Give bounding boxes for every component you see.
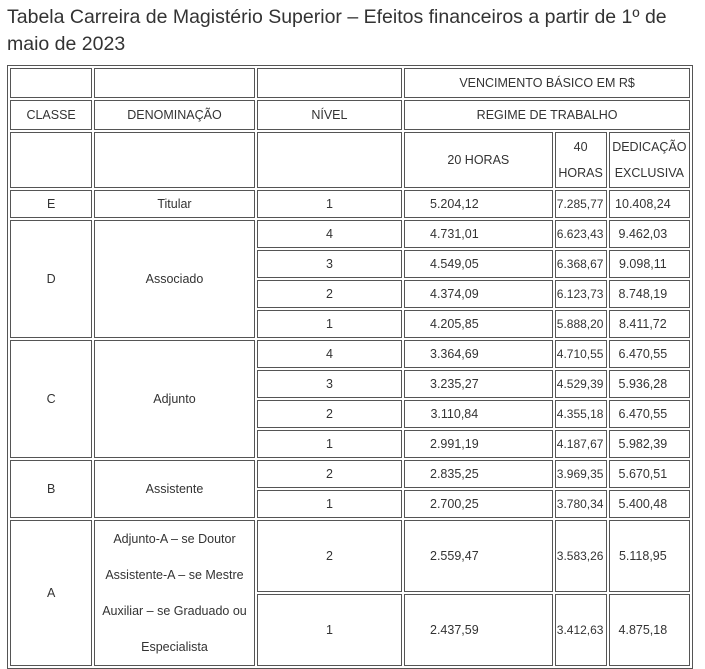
denominacao-cell: Titular xyxy=(94,190,254,218)
value-20h: 2.991,19 xyxy=(404,430,552,458)
classe-cell: D xyxy=(10,220,92,338)
value-de: 5.400,48 xyxy=(609,490,690,518)
header-20-horas: 20 HORAS xyxy=(404,132,552,188)
denominacao-line: Auxiliar – se Graduado ou xyxy=(102,604,247,618)
value-40h: 3.412,63 xyxy=(555,594,607,666)
value-de: 5.670,51 xyxy=(609,460,690,488)
value-20h: 2.559,47 xyxy=(404,520,552,592)
value-40h: 3.583,26 xyxy=(555,520,607,592)
denominacao-line: Assistente-A – se Mestre xyxy=(105,568,244,582)
value-40h: 6.623,43 xyxy=(555,220,607,248)
header-classe: CLASSE xyxy=(10,100,92,130)
value-40h: 6.368,67 xyxy=(555,250,607,278)
classe-cell: C xyxy=(10,340,92,458)
header-dedicacao-line1: DEDICAÇÃO xyxy=(612,140,687,154)
value-20h: 4.205,85 xyxy=(404,310,552,338)
empty-header-cell xyxy=(94,68,254,98)
value-de: 6.470,55 xyxy=(609,340,690,368)
salary-table xyxy=(7,65,693,669)
value-de: 9.462,03 xyxy=(609,220,690,248)
value-20h: 2.700,25 xyxy=(404,490,552,518)
value-20h: 5.204,12 xyxy=(404,190,552,218)
table-row xyxy=(10,460,690,488)
empty-header-cell xyxy=(257,68,402,98)
header-regime: REGIME DE TRABALHO xyxy=(404,100,690,130)
header-40-horas-line2: HORAS xyxy=(558,166,603,180)
header-dedicacao-exclusiva xyxy=(609,132,690,188)
nivel-cell: 2 xyxy=(257,400,402,428)
value-40h: 6.123,73 xyxy=(555,280,607,308)
table-row xyxy=(10,520,690,592)
page-title: Tabela Carreira de Magistério Superior – Efeitos financeiros a partir de 1º de maio de 2023 xyxy=(7,6,667,55)
header-40-horas xyxy=(555,132,607,188)
value-20h: 3.110,84 xyxy=(404,400,552,428)
nivel-cell: 2 xyxy=(257,460,402,488)
value-de: 9.098,11 xyxy=(609,250,690,278)
classe-cell: E xyxy=(10,190,92,218)
nivel-cell: 1 xyxy=(257,490,402,518)
value-20h: 2.437,59 xyxy=(404,594,552,666)
nivel-cell: 2 xyxy=(257,280,402,308)
header-40-horas-line1: 40 xyxy=(573,140,588,154)
value-de: 4.875,18 xyxy=(609,594,690,666)
value-40h: 7.285,77 xyxy=(555,190,607,218)
denominacao-cell: Associado xyxy=(94,220,254,338)
denominacao-cell xyxy=(94,520,254,666)
value-40h: 5.888,20 xyxy=(555,310,607,338)
header-denominacao: DENOMINAÇÃO xyxy=(94,100,254,130)
table-row xyxy=(10,340,690,368)
value-de: 10.408,24 xyxy=(609,190,690,218)
empty-header-cell xyxy=(10,132,92,188)
nivel-cell: 4 xyxy=(257,220,402,248)
value-20h: 3.364,69 xyxy=(404,340,552,368)
value-40h: 4.355,18 xyxy=(555,400,607,428)
nivel-cell: 2 xyxy=(257,520,402,592)
value-40h: 4.710,55 xyxy=(555,340,607,368)
value-40h: 3.780,34 xyxy=(555,490,607,518)
value-40h: 3.969,35 xyxy=(555,460,607,488)
value-20h: 3.235,27 xyxy=(404,370,552,398)
nivel-cell: 1 xyxy=(257,310,402,338)
empty-header-cell xyxy=(10,68,92,98)
header-row-2 xyxy=(10,100,690,130)
empty-header-cell xyxy=(257,132,402,188)
value-20h: 4.549,05 xyxy=(404,250,552,278)
table-row xyxy=(10,220,690,248)
value-de: 5.936,28 xyxy=(609,370,690,398)
denominacao-line: Adjunto-A – se Doutor xyxy=(113,532,236,546)
classe-cell: A xyxy=(10,520,92,666)
denominacao-line: Especialista xyxy=(141,640,208,654)
value-40h: 4.529,39 xyxy=(555,370,607,398)
denominacao-cell: Assistente xyxy=(94,460,254,518)
header-row-1 xyxy=(10,68,690,98)
nivel-cell: 3 xyxy=(257,250,402,278)
nivel-cell: 1 xyxy=(257,594,402,666)
header-nivel: NÍVEL xyxy=(257,100,402,130)
value-20h: 4.731,01 xyxy=(404,220,552,248)
value-20h: 2.835,25 xyxy=(404,460,552,488)
value-40h: 4.187,67 xyxy=(555,430,607,458)
value-20h: 4.374,09 xyxy=(404,280,552,308)
empty-header-cell xyxy=(94,132,254,188)
nivel-cell: 4 xyxy=(257,340,402,368)
value-de: 6.470,55 xyxy=(609,400,690,428)
nivel-cell: 3 xyxy=(257,370,402,398)
denominacao-cell: Adjunto xyxy=(94,340,254,458)
classe-cell: B xyxy=(10,460,92,518)
nivel-cell: 1 xyxy=(257,430,402,458)
header-row-3 xyxy=(10,132,690,188)
value-de: 5.118,95 xyxy=(609,520,690,592)
value-de: 5.982,39 xyxy=(609,430,690,458)
value-de: 8.748,19 xyxy=(609,280,690,308)
header-vencimento: VENCIMENTO BÁSICO EM R$ xyxy=(404,68,690,98)
value-de: 8.411,72 xyxy=(609,310,690,338)
nivel-cell: 1 xyxy=(257,190,402,218)
header-dedicacao-line2: EXCLUSIVA xyxy=(614,166,684,180)
table-row xyxy=(10,190,690,218)
